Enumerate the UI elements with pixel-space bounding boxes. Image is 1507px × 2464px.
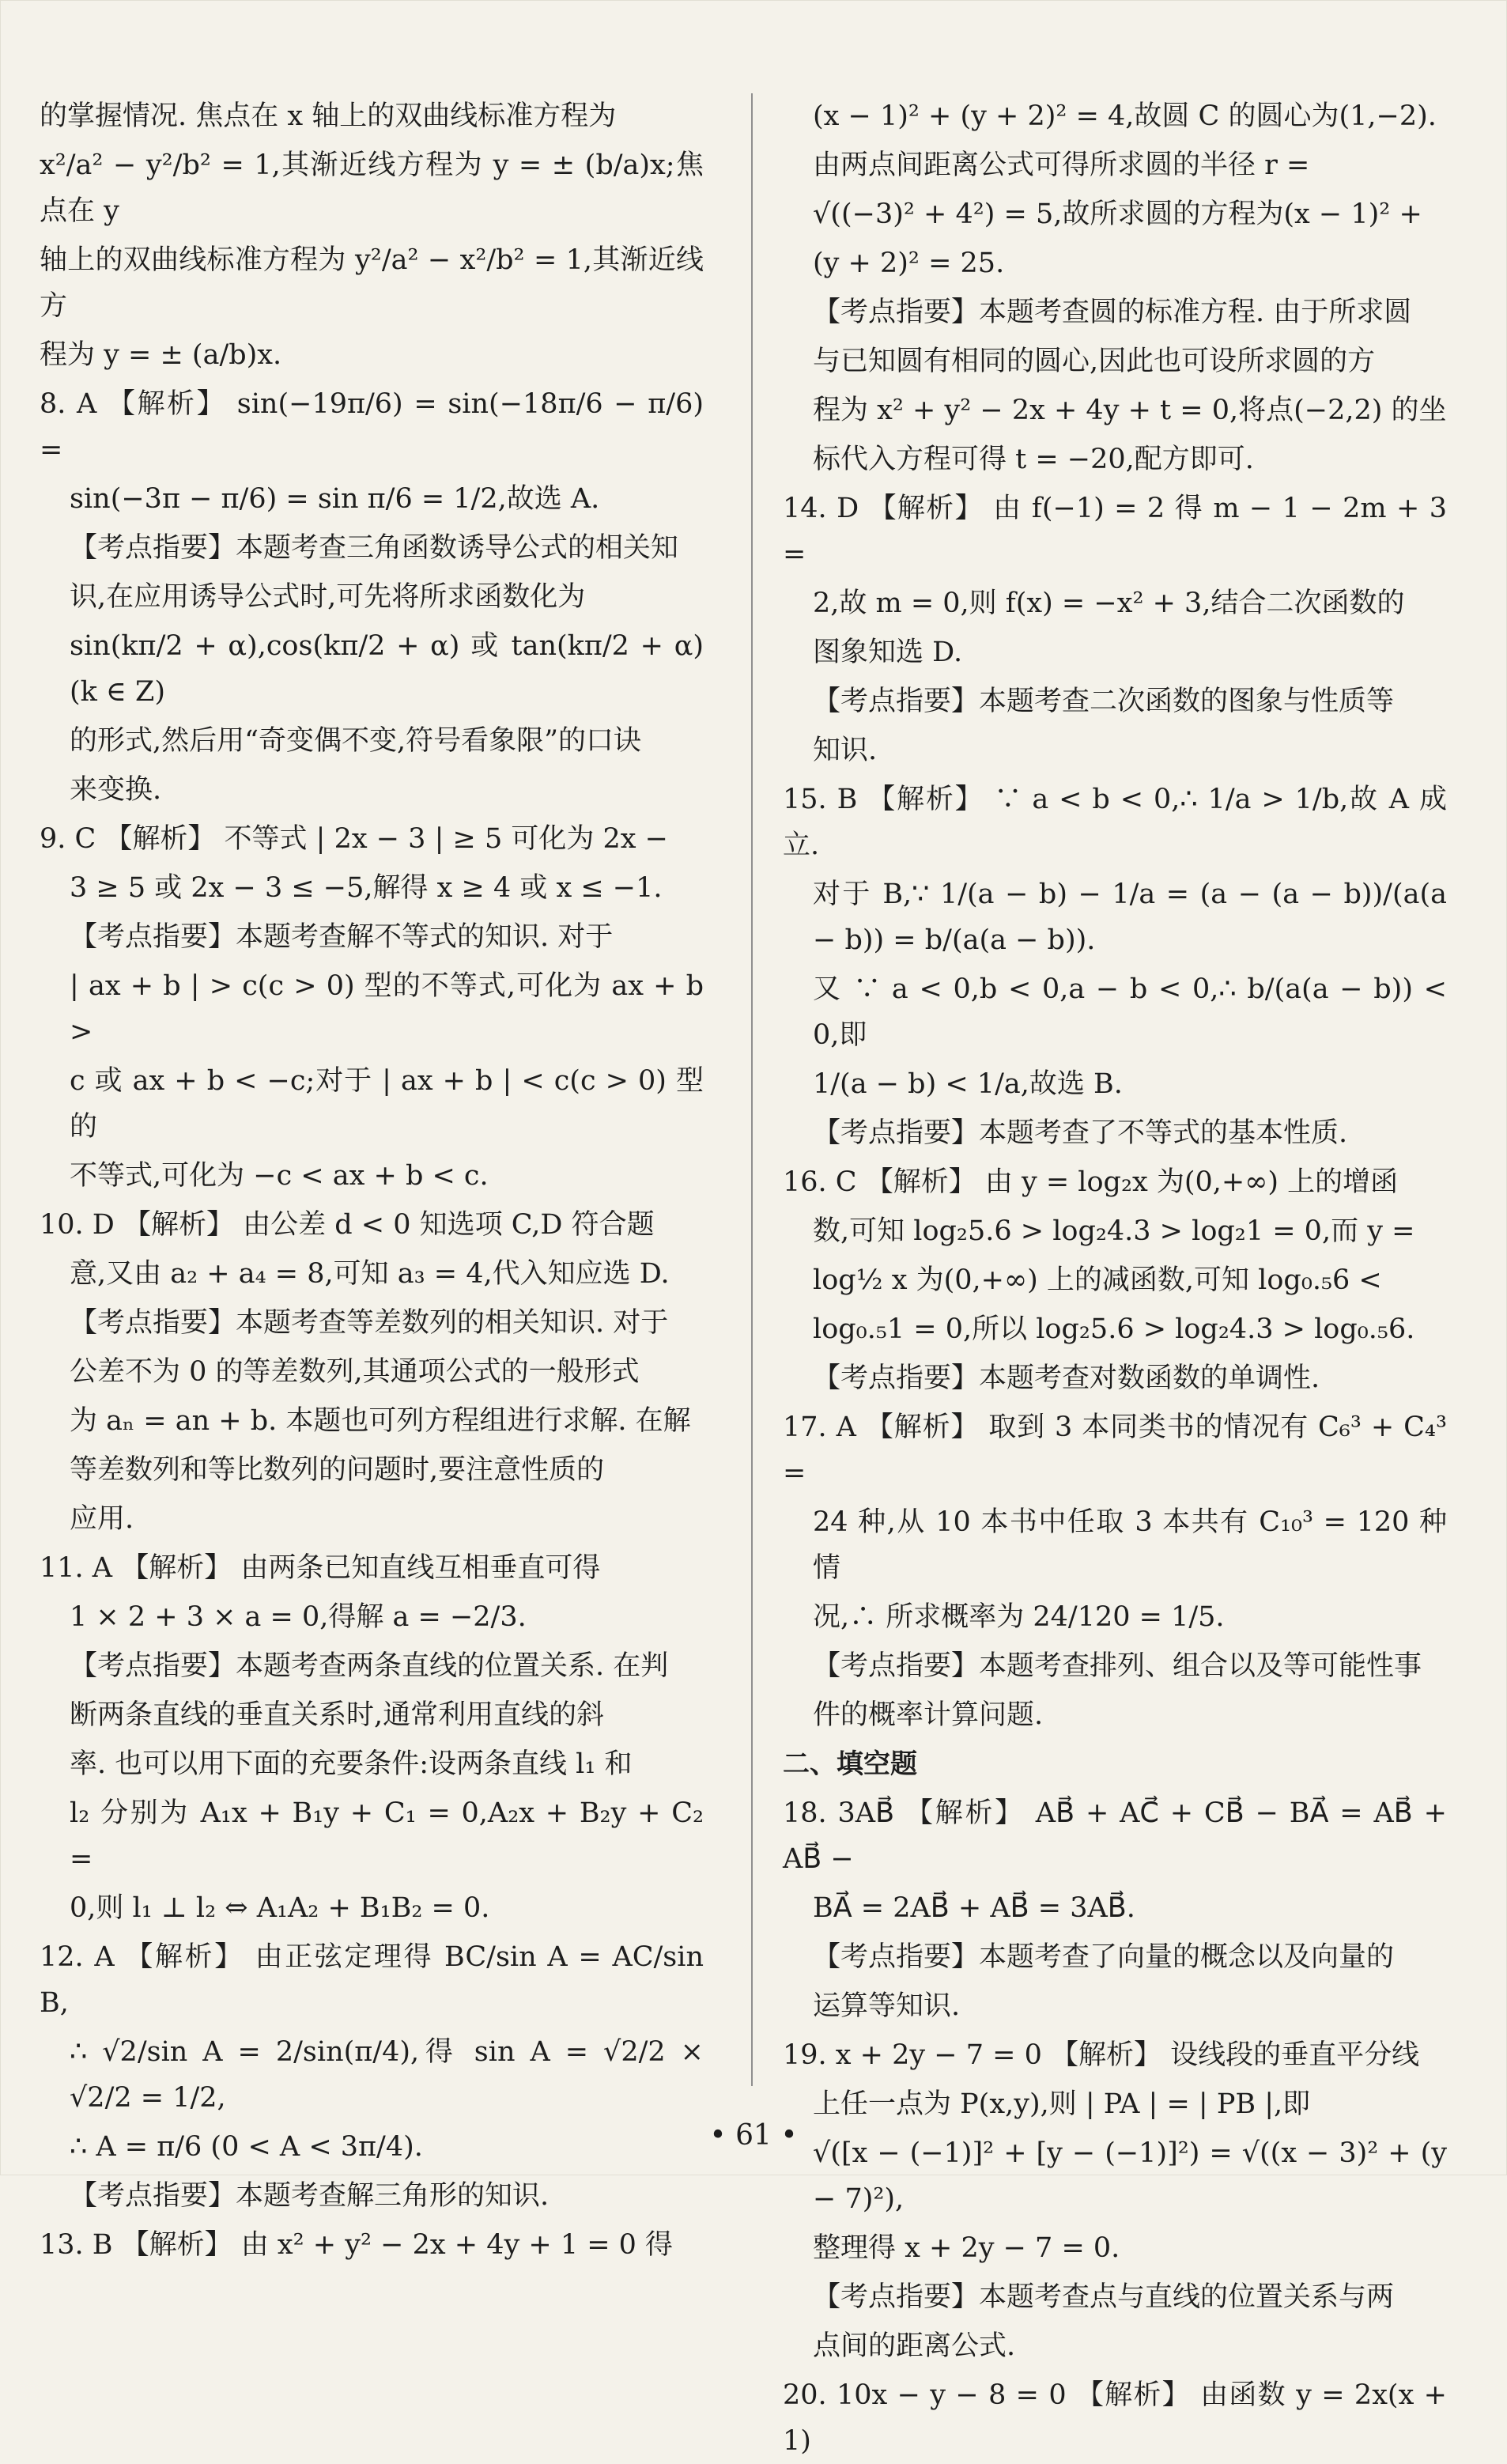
question-9: 9. C 【解析】 不等式 | 2x − 3 | ≥ 5 可化为 2x − [40,823,668,855]
right-line-11: 图象知选 D. [813,637,963,668]
left-line-03: 轴上的双曲线标准方程为 y²/a² − x²/b² = 1,其渐近线方 [40,244,704,322]
left-line-26: 1 × 2 + 3 × a = 0,得解 a = −2/3. [70,1601,527,1633]
question-15: 15. B 【解析】 ∵ a < b < 0,∴ 1/a > 1/b,故 A 成立. [783,784,1447,861]
kaodian-9: 【考点指要】本题考查解不等式的知识. 对于 [70,921,614,953]
kaodian-13: 【考点指要】本题考查圆的标准方程. 由于所求圆 [813,297,1412,328]
left-line-28: 断两条直线的垂直关系时,通常利用直线的斜 [70,1699,605,1731]
right-line-04: (y + 2)² = 25. [813,248,1005,279]
question-20: 20. 10x − y − 8 = 0 【解析】 由函数 y = 2x(x + 1) [783,2379,1447,2457]
right-line-22: log₀.₅1 = 0,所以 log₂5.6 > log₂4.3 > log₀.₅6. [813,1313,1415,1345]
left-line-06: sin(−3π − π/6) = sin π/6 = 1/2,故选 A. [70,483,600,515]
left-line-08: 识,在应用诱导公式时,可先将所求函数化为 [70,581,586,613]
right-line-01: (x − 1)² + (y + 2)² = 4,故圆 C 的圆心为(1,−2). [813,100,1437,132]
right-line-10: 2,故 m = 0,则 f(x) = −x² + 3,结合二次函数的 [813,588,1405,619]
left-line-30: l₂ 分别为 A₁x + B₁y + C₁ = 0,A₂x + B₂y + C₂ = [70,1797,704,1875]
question-11: 11. A 【解析】 由两条已知直线互相垂直可得 [40,1552,601,1584]
kaodian-15: 【考点指要】本题考查了不等式的基本性质. [813,1117,1348,1149]
question-10: 10. D 【解析】 由公差 d < 0 知选项 C,D 符合题 [40,1209,655,1241]
kaodian-12: 【考点指要】本题考查解三角形的知识. [70,2180,550,2212]
right-line-20: 数,可知 log₂5.6 > log₂4.3 > log₂1 = 0,而 y = [813,1215,1415,1247]
left-line-22: 为 aₙ = an + b. 本题也可列方程组进行求解. 在解 [70,1405,691,1437]
question-17: 17. A 【解析】 取到 3 本同类书的情况有 C₆³ + C₄³ = [783,1412,1447,1489]
left-line-15: | ax + b | > c(c > 0) 型的不等式,可化为 ax + b > [70,970,704,1048]
left-line-23: 等差数列和等比数列的问题时,要注意性质的 [70,1454,605,1486]
right-line-07: 程为 x² + y² − 2x + 4y + t = 0,将点(−2,2) 的坐 [813,395,1447,426]
right-line-31: BA⃗ = 2AB⃗ + AB⃗ = 3AB⃗. [813,1892,1135,1924]
right-line-13: 知识. [813,735,878,766]
left-line-34: ∴ A = π/6 (0 < A < 3π/4). [70,2131,423,2163]
right-line-06: 与已知圆有相同的圆心,因此也可设所求圆的方 [813,346,1376,377]
left-line-19: 意,又由 a₂ + a₄ = 8,可知 a₃ = 4,代入知应选 D. [70,1258,670,1290]
right-line-08: 标代入方程可得 t = −20,配方即可. [813,444,1254,475]
right-line-37: 整理得 x + 2y − 7 = 0. [813,2232,1120,2264]
right-line-16: 又 ∵ a < 0,b < 0,a − b < 0,∴ b/(a(a − b)) < 0,即 [813,973,1447,1051]
left-line-04: 程为 y = ± (a/b)x. [40,339,282,371]
right-line-39: 点间的距离公式. [813,2330,1016,2362]
column-divider [751,93,753,2086]
left-line-24: 应用. [70,1503,134,1535]
right-line-33: 运算等知识. [813,1990,961,2022]
question-13: 13. B 【解析】 由 x² + y² − 2x + 4y + 1 = 0 得 [40,2229,674,2261]
right-line-17: 1/(a − b) < 1/a,故选 B. [813,1068,1123,1100]
left-line-17: 不等式,可化为 −c < ax + b < c. [70,1160,489,1192]
left-column [40,93,704,2261]
question-19: 19. x + 2y − 7 = 0 【解析】 设线段的垂直平分线 [783,2039,1420,2071]
page-number: • 61 • [709,2119,798,2152]
section-fill-in-heading: 二、填空题 [783,1748,917,1780]
question-18: 18. 3AB⃗ 【解析】 AB⃗ + AC⃗ + CB⃗ − BA⃗ = AB⃗ + AB⃗ − [783,1797,1447,1875]
kaodian-10: 【考点指要】本题考查等差数列的相关知识. 对于 [70,1307,669,1339]
question-14: 14. D 【解析】 由 f(−1) = 2 得 m − 1 − 2m + 3 = [783,493,1447,570]
left-line-33: ∴ √2/sin A = 2/sin(π/4),得 sin A = √2/2 × √2/2 = 1/2, [70,2036,704,2114]
right-line-25: 24 种,从 10 本书中任取 3 本共有 C₁₀³ = 120 种情 [813,1506,1447,1584]
right-line-36: √([x − (−1)]² + [y − (−1)]²) = √((x − 3)² + (y − 7)²), [813,2137,1447,2215]
right-line-26: 况,∴ 所求概率为 24/120 = 1/5. [813,1601,1225,1633]
left-line-01: 的掌握情况. 焦点在 x 轴上的双曲线标准方程为 [40,100,617,132]
question-8: 8. A 【解析】 sin(−19π/6) = sin(−18π/6 − π/6) = [40,388,704,466]
kaodian-16: 【考点指要】本题考查对数函数的单调性. [813,1362,1320,1394]
left-line-16: c 或 ax + b < −c;对于 | ax + b | < c(c > 0) 型的 [70,1065,704,1143]
right-line-03: √((−3)² + 4²) = 5,故所求圆的方程为(x − 1)² + [813,198,1422,230]
left-line-29: 率. 也可以用下面的充要条件:设两条直线 l₁ 和 [70,1748,633,1780]
right-line-15: 对于 B,∵ 1/(a − b) − 1/a = (a − (a − b))/(a(a − b)) = b/(a(a − b)). [813,879,1447,956]
left-line-02: x²/a² − y²/b² = 1,其渐近线方程为 y = ± (b/a)x;焦点在 y [40,149,704,227]
left-line-31: 0,则 l₁ ⊥ l₂ ⇔ A₁A₂ + B₁B₂ = 0. [70,1892,490,1924]
left-line-11: 来变换. [70,774,162,806]
right-line-28: 件的概率计算问题. [813,1699,1044,1731]
left-line-21: 公差不为 0 的等差数列,其通项公式的一般形式 [70,1356,640,1388]
kaodian-19: 【考点指要】本题考查点与直线的位置关系与两 [813,2281,1395,2313]
left-line-13: 3 ≥ 5 或 2x − 3 ≤ −5,解得 x ≥ 4 或 x ≤ −1. [70,872,663,904]
right-column [783,93,1447,2457]
kaodian-8: 【考点指要】本题考查三角函数诱导公式的相关知 [70,532,679,564]
kaodian-17: 【考点指要】本题考查排列、组合以及等可能性事 [813,1650,1422,1682]
left-line-10: 的形式,然后用“奇变偶不变,符号看象限”的口诀 [70,725,642,757]
question-16: 16. C 【解析】 由 y = log₂x 为(0,+∞) 上的增函 [783,1166,1399,1198]
right-line-35: 上任一点为 P(x,y),则 | PA | = | PB |,即 [813,2088,1311,2120]
right-line-02: 由两点间距离公式可得所求圆的半径 r = [813,149,1310,181]
kaodian-18: 【考点指要】本题考查了向量的概念以及向量的 [813,1941,1395,1973]
kaodian-11: 【考点指要】本题考查两条直线的位置关系. 在判 [70,1650,669,1682]
question-12: 12. A 【解析】 由正弦定理得 BC/sin A = AC/sin B, [40,1941,704,2019]
left-line-09: sin(kπ/2 + α),cos(kπ/2 + α) 或 tan(kπ/2 + α) (k ∈ Z) [70,630,704,708]
right-line-21: log½ x 为(0,+∞) 上的减函数,可知 log₀.₅6 < [813,1264,1382,1296]
kaodian-14: 【考点指要】本题考查二次函数的图象与性质等 [813,686,1395,717]
